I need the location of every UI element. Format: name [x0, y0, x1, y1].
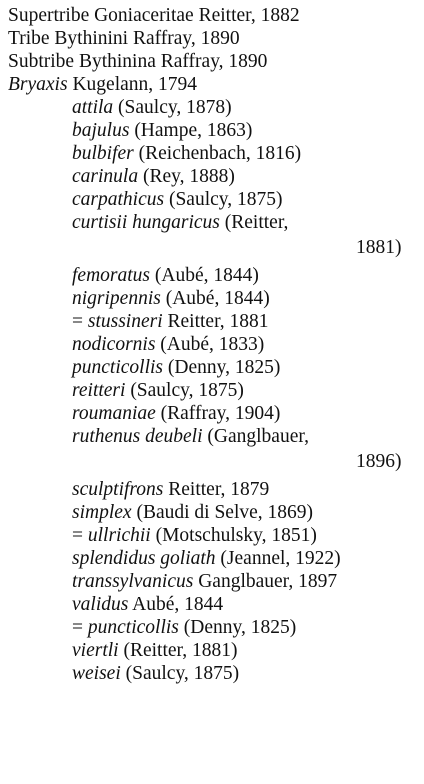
synonym-marker: = [72, 311, 88, 332]
tribe-text: Tribe Bythinini Raffray, 1890 [8, 28, 240, 49]
species-name: sculptifrons [72, 479, 164, 500]
synonym-name: puncticollis [87, 617, 179, 638]
species-name: transsylvanicus [72, 571, 194, 592]
species-name: weisei [72, 663, 121, 684]
synonym-line [72, 310, 269, 334]
species-line [72, 593, 223, 617]
species-name: puncticollis [72, 357, 163, 378]
synonym-line [72, 616, 296, 640]
species-line [72, 402, 280, 426]
species-author: (Reichenbach, 1816) [133, 143, 302, 164]
species-line [72, 188, 283, 212]
tribe-line [8, 27, 240, 51]
species-line [72, 96, 232, 120]
species-author: (Denny, 1825) [163, 357, 281, 378]
species-author: Aubé, 1844 [128, 594, 224, 615]
species-author: Reitter, 1879 [163, 479, 270, 500]
species-line [72, 287, 270, 311]
species-author: (Ganglbauer, [202, 426, 309, 447]
synonym-name: ullrichii [87, 525, 151, 546]
species-author: (Hampe, 1863) [129, 120, 253, 141]
species-author: (Reitter, 1881) [118, 640, 238, 661]
species-name: reitteri [72, 380, 126, 401]
species-author: (Saulcy, 1878) [113, 97, 232, 118]
species-author: (Rey, 1888) [138, 166, 235, 187]
species-line [72, 662, 239, 686]
species-author: (Aubé, 1844) [150, 265, 259, 286]
synonym-author: (Motschulsky, 1851) [150, 525, 317, 546]
species-name: simplex [72, 502, 132, 523]
species-line [72, 501, 313, 525]
synonym-marker: = [72, 525, 88, 546]
species-name: nodicornis [72, 334, 156, 355]
species-name: bajulus [72, 120, 130, 141]
species-name: femoratus [72, 265, 150, 286]
species-line [72, 547, 341, 571]
synonym-name: stussineri [87, 311, 163, 332]
subtribe-line [8, 50, 267, 74]
species-name: carinula [72, 166, 139, 187]
species-line [72, 119, 252, 143]
species-line [72, 570, 337, 594]
species-line [72, 379, 244, 403]
species-author: (Reitter, [219, 212, 289, 233]
genus-author: Kugelann, 1794 [67, 74, 198, 95]
synonym-marker: = [72, 617, 88, 638]
species-line [72, 356, 280, 380]
species-line [72, 425, 309, 449]
species-author: (Aubé, 1844) [160, 288, 270, 309]
species-line [72, 478, 269, 502]
synonym-line [72, 524, 317, 548]
species-name: bulbifer [72, 143, 134, 164]
species-line [72, 211, 288, 235]
species-author: (Raffray, 1904) [155, 403, 281, 424]
species-author: (Saulcy, 1875) [164, 189, 283, 210]
synonym-author: (Denny, 1825) [178, 617, 297, 638]
species-author: (Saulcy, 1875) [125, 380, 244, 401]
genus-name: Bryaxis [8, 74, 68, 95]
species-name: attila [72, 97, 114, 118]
species-author: (Baudi di Selve, 1869) [131, 502, 314, 523]
species-author: (Saulcy, 1875) [120, 663, 240, 684]
species-line [72, 639, 237, 663]
species-name: ruthenus deubeli [72, 426, 203, 447]
species-author: (Jeannel, 1922) [215, 548, 341, 569]
species-name: validus [72, 594, 129, 615]
species-name: curtisii hungaricus [72, 212, 220, 233]
subtribe-text: Subtribe Bythinina Raffray, 1890 [8, 51, 268, 72]
species-line [72, 333, 264, 357]
supertribe-text: Supertribe Goniaceritae Reitter, 1882 [8, 5, 300, 26]
continuation-line [356, 236, 402, 260]
species-name: viertli [72, 640, 119, 661]
genus-line [8, 73, 197, 97]
continuation-text: 1896) [356, 451, 402, 472]
species-line [72, 142, 301, 166]
species-name: nigripennis [72, 288, 161, 309]
continuation-text: 1881) [356, 237, 402, 258]
species-name: roumaniae [72, 403, 156, 424]
species-name: splendidus goliath [72, 548, 216, 569]
species-name: carpathicus [72, 189, 165, 210]
species-author: (Aubé, 1833) [155, 334, 265, 355]
continuation-line [356, 450, 402, 474]
supertribe-line [8, 4, 300, 28]
species-line [72, 165, 235, 189]
synonym-author: Reitter, 1881 [162, 311, 269, 332]
species-author: Ganglbauer, 1897 [193, 571, 338, 592]
species-line [72, 264, 259, 288]
